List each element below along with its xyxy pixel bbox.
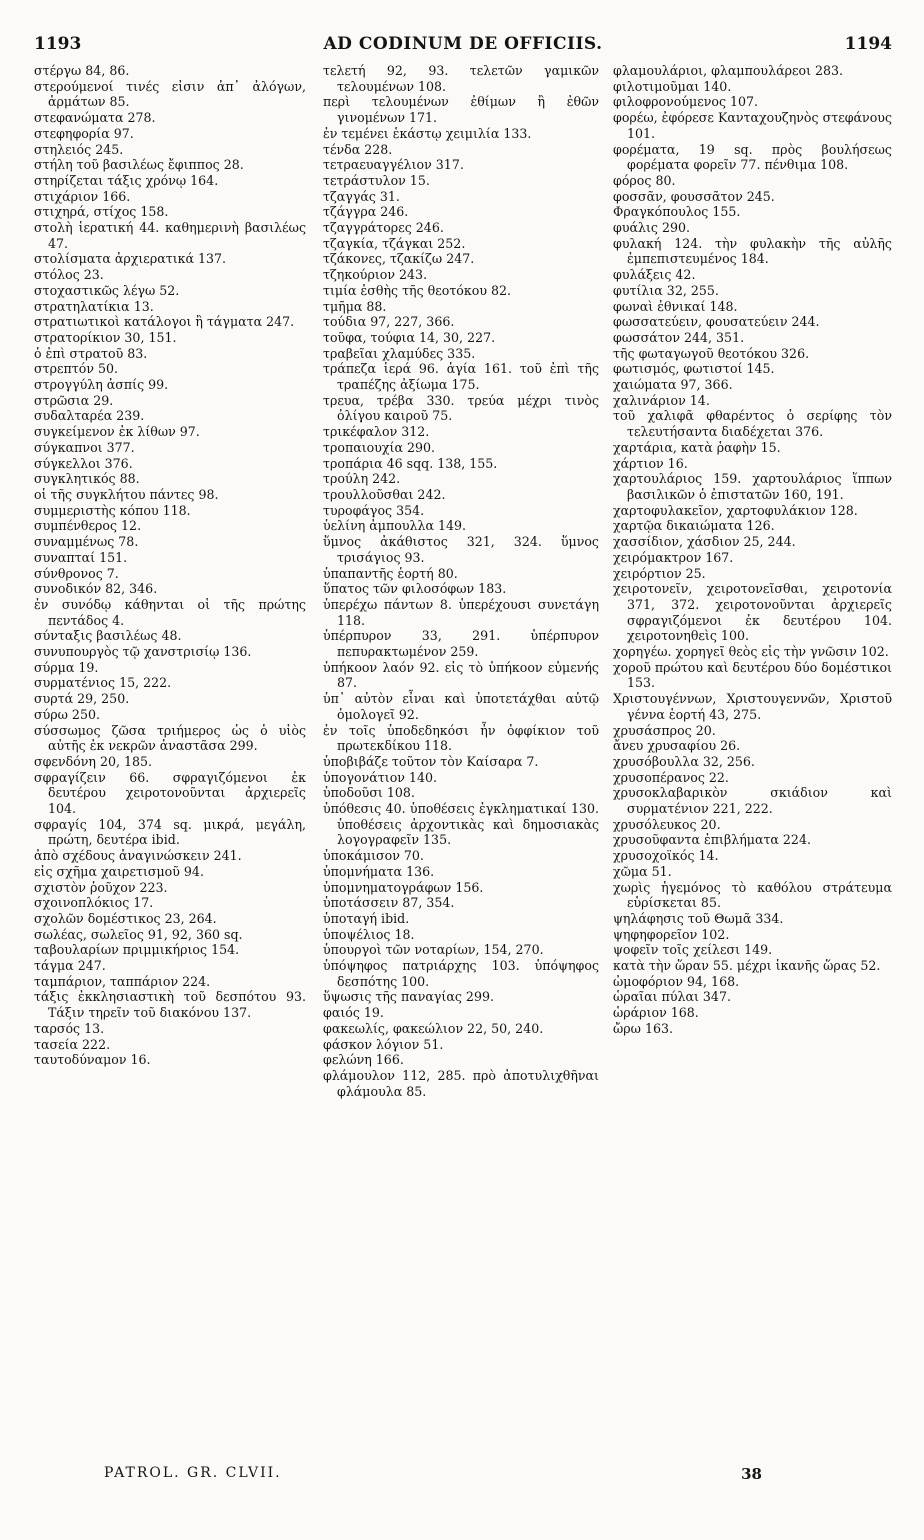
index-entry: τζάκονες, τζακίζω 247.: [323, 251, 475, 267]
index-entry: τετραευαγγέλιον 317.: [323, 157, 464, 173]
index-entry: οἱ τῆς συγκλήτου πάντες 98.: [34, 486, 219, 502]
index-entry: στρατιωτικοὶ κατάλογοι ἢ τάγματα 247.: [34, 314, 295, 330]
right-page-number: 1194: [844, 34, 892, 54]
index-entry: τρευα, τρέβα 330. τρεύα μέχρι τινὸς ὀλίγου καιροῦ 75.: [323, 392, 599, 424]
index-entry: εἰς σχῆμα χαιρετισμοῦ 94.: [34, 863, 204, 879]
index-entry: τζηκούριον 243.: [323, 267, 428, 283]
index-entry: στρατηλατίκια 13.: [34, 298, 154, 314]
index-entry: ὕψωσις τῆς παναγίας 299.: [323, 989, 494, 1005]
index-entry: ὑελίνη ἀμπουλλα 149.: [323, 518, 467, 534]
index-entry: σχιστὸν ῥοῦχον 223.: [34, 879, 168, 895]
index-entry: σωλέας, σωλεῖος 91, 92, 360 sq.: [34, 926, 243, 942]
index-entry: φλαμουλάριοι, φλαμπουλάρεοι 283.: [613, 63, 844, 78]
index-entry: συναμμένως 78.: [34, 534, 139, 550]
index-entry: τραβεῖαι χλαμύδες 335.: [323, 345, 476, 361]
index-entry: στεφανώματα 278.: [34, 110, 156, 126]
index-entry: φωτισμός, φωτιστοί 145.: [613, 361, 775, 377]
footer-signature: PATROL. GR. CLVII.: [104, 1465, 282, 1481]
index-entry: συρματένιος 15, 222.: [34, 675, 172, 691]
index-entry: χρυσάσπρος 20.: [613, 722, 716, 738]
index-entry: σφραγίς 104, 374 sq. μικρά, μεγάλη, πρώτη, δευτέρα ibid.: [34, 816, 306, 848]
index-entry: τράπεζα ἱερά 96. ἁγία 161. τοῦ ἐπὶ τῆς τραπέζης ἀξίωμα 175.: [323, 361, 599, 393]
index-entry: χορηγέω. χορηγεῖ θεὸς εἰς τὴν γνῶσιν 102.: [613, 644, 889, 660]
index-entry: ταμπάριον, ταππάριον 224.: [34, 973, 211, 989]
index-entry: φυλάξεις 42.: [613, 267, 696, 283]
index-entry: ὑπαπαντῆς ἑορτή 80.: [323, 565, 458, 581]
index-entry: φωναὶ ἐθνικαί 148.: [613, 298, 738, 314]
index-entry: ὑπ᾽ αὐτὸν εἶναι καὶ ὑποτετάχθαι αὐτῷ ὁμολογεῖ 92.: [323, 691, 599, 722]
index-entry: συναπταί 151.: [34, 549, 128, 565]
index-entry: τμῆμα 88.: [323, 298, 387, 314]
index-entry: τιμία ἐσθὴς τῆς θεοτόκου 82.: [323, 282, 512, 298]
index-entry: χαρτῷα δικαιώματα 126.: [613, 518, 775, 534]
index-entry: τρουλλοῦσθαι 242.: [323, 486, 446, 502]
index-entry: φελώνη 166.: [323, 1052, 404, 1068]
index-entry: φυτίλια 32, 255.: [613, 282, 719, 298]
index-entry: ταυτοδύναμον 16.: [34, 1052, 151, 1068]
index-entry: συγκείμενον ἐκ λίθων 97.: [34, 424, 200, 440]
index-entry: σύνταξις βασιλέως 48.: [34, 628, 182, 644]
index-entry: φορέω, ἐφόρεσε Κανταχουζηνὸς στεφάνους 101.: [613, 110, 892, 141]
index-entry: στιχάριον 166.: [34, 188, 131, 204]
index-entry: τασεία 222.: [34, 1036, 111, 1052]
index-entry: χρυσοκλαβαρικὸν σκιάδιον καὶ συρματένιον 221, 222.: [613, 785, 892, 817]
index-entry: τούδια 97, 227, 366.: [323, 314, 455, 330]
index-entry: τρικέφαλον 312.: [323, 424, 430, 440]
index-entry: ὑπουργοὶ τῶν νοταρίων, 154, 270.: [323, 942, 544, 958]
index-entry: τελετή 92, 93. τελετῶν γαμικῶν τελουμένων 108.: [323, 63, 599, 94]
index-entry: περὶ τελουμένων ἐθίμων ἢ ἐθῶν γινομένων 171.: [323, 94, 599, 126]
index-entry: τρούλη 242.: [323, 471, 401, 487]
index-column-1: [34, 63, 306, 1068]
index-entry: τάγμα 247.: [34, 958, 106, 974]
index-entry: ὑποβιβάζε τοῦτον τὸν Καίσαρα 7.: [323, 753, 539, 769]
index-column-2: [323, 63, 599, 1099]
index-entry: τοῦφα, τούφια 14, 30, 227.: [323, 329, 496, 345]
index-entry: στιχηρά, στίχος 158.: [34, 204, 169, 220]
index-entry: χρυσοπέρανος 22.: [613, 769, 729, 785]
page-header: [34, 34, 892, 56]
index-entry: ταβουλαρίων πριμμικήριος 154.: [34, 942, 240, 958]
index-entry: ὑπογονάτιον 140.: [323, 769, 437, 785]
index-entry: χαρτάρια, κατὰ ῥαφὴν 15.: [613, 439, 781, 455]
index-entry: συνοδικόν 82, 346.: [34, 581, 158, 597]
left-page-number: 1193: [34, 34, 82, 54]
index-entry: φωσσατεύειν, φουσατεύειν 244.: [613, 314, 820, 330]
index-entry: στεφηφορία 97.: [34, 125, 134, 141]
index-entry: ψηλάφησις τοῦ Θωμᾶ 334.: [613, 910, 784, 926]
index-entry: ἐν συνόδῳ κάθηνται οἱ τῆς πρώτης πεντάδος 4.: [34, 596, 306, 628]
index-entry: φάσκον λόγιον 51.: [323, 1036, 444, 1052]
index-entry: σύρω 250.: [34, 706, 100, 722]
index-entry: τυροφάγος 354.: [323, 502, 425, 518]
index-entry: ὕμνος ἀκάθιστος 321, 324. ὕμνος τρισάγιος 93.: [323, 534, 599, 565]
index-entry: χειρόρτιον 25.: [613, 565, 706, 581]
index-entry: Χριστουγέννων, Χριστουγεννῶν, Χριστοῦ γέννα ἑορτή 43, 275.: [613, 691, 892, 722]
index-entry: ὑπέρπυρον 33, 291. ὑπέρπυρον πεπυρακτωμένον 259.: [323, 628, 599, 660]
index-entry: Φραγκόπουλος 155.: [613, 204, 741, 220]
index-entry: φόρος 80.: [613, 172, 676, 188]
index-entry: συρτά 29, 250.: [34, 691, 130, 707]
index-entry: φυλακή 124. τὴν φυλακὴν τῆς αὐλῆς ἐμπεπιστευμένος 184.: [613, 235, 892, 267]
index-entry: τζαγκία, τζάγκαι 252.: [323, 235, 466, 251]
index-entry: ὠμοφόριον 94, 168.: [613, 973, 740, 989]
index-entry: χειροτονεῖν, χειροτονεῖσθαι, χειροτονία 371, 372. χειροτονοῦνται ἀρχιερεῖς σφραγιζόμενοι ἐκ δευτέρου 104. χειροτονηθεὶς 100.: [613, 581, 892, 644]
index-entry: χαιώματα 97, 366.: [613, 377, 733, 393]
index-entry: τροπαιουχία 290.: [323, 439, 436, 455]
index-entry: φιλοφρονούμενος 107.: [613, 94, 759, 110]
index-entry: ψηφηφορεῖον 102.: [613, 926, 730, 942]
index-entry: στόλος 23.: [34, 267, 104, 283]
running-title: AD CODINUM DE OFFICIIS.: [323, 34, 603, 54]
index-entry: χαρτοφυλακεῖον, χαρτοφυλάκιον 128.: [613, 502, 858, 518]
index-entry: ὤρω 163.: [613, 1020, 673, 1036]
index-entry: χωρὶς ἡγεμόνος τὸ καθόλου στράτευμα εὑρίσκεται 85.: [613, 879, 892, 911]
index-entry: στήλη τοῦ βασιλέως ἔφιππος 28.: [34, 157, 244, 173]
index-entry: τάξις ἐκκλησιαστικὴ τοῦ δεσπότου 93. Τάξιν τηρεῖν τοῦ διακόνου 137.: [34, 989, 306, 1021]
index-entry: ταρσός 13.: [34, 1020, 105, 1036]
index-entry: ὑποταγή ibid.: [323, 910, 410, 926]
index-entry: στολίσματα ἀρχιερατικά 137.: [34, 251, 227, 267]
index-entry: σύρμα 19.: [34, 659, 99, 675]
index-entry: στρατορίκιον 30, 151.: [34, 329, 177, 345]
index-entry: ὑπομνηματογράφων 156.: [323, 879, 484, 895]
index-entry: τετράστυλον 15.: [323, 172, 430, 188]
index-entry: ἄνευ χρυσαφίου 26.: [613, 738, 741, 754]
index-entry: ὑποκάμισον 70.: [323, 848, 424, 864]
index-entry: συγκλητικός 88.: [34, 471, 140, 487]
index-entry: ὑποτάσσειν 87, 354.: [323, 895, 455, 911]
index-entry: ὑποδοῦσι 108.: [323, 785, 415, 801]
index-entry: ὑπόψηφος πατριάρχης 103. ὑπόψηφος δεσπότης 100.: [323, 958, 599, 989]
index-entry: χρυσοχοϊκός 14.: [613, 848, 719, 864]
index-entry: ὁ ἐπὶ στρατοῦ 83.: [34, 345, 148, 361]
index-entry: ὑπερέχω πάντων 8. ὑπερέχουσι συνετάγη 118.: [323, 596, 599, 628]
index-entry: σύσσωμος ζῶσα τριήμερος ὡς ὁ υἱὸς αὐτῆς ἐκ νεκρῶν ἀναστᾶσα 299.: [34, 722, 306, 754]
index-entry: ὑποψέλιος 18.: [323, 926, 415, 942]
index-entry: φιλοτιμοῦμαι 140.: [613, 78, 732, 94]
index-entry: στηλειός 245.: [34, 141, 124, 157]
index-entry: φακεωλίς, φακεώλιον 22, 50, 240.: [323, 1020, 544, 1036]
index-entry: ὑπομνήματα 136.: [323, 863, 435, 879]
index-entry: ὡραῖαι πύλαι 347.: [613, 989, 731, 1005]
index-entry: κατὰ τὴν ὥραν 55. μέχρι ἱκανῆς ὥρας 52.: [613, 958, 881, 974]
index-entry: ὑπόθεσις 40. ὑποθέσεις ἐγκληματικαί 130. ὑποθέσεις ἀρχοντικὰς καὶ δημοσιακὰς λογογραφεῖν 135.: [323, 801, 599, 848]
index-entry: τοῦ χαλιφᾶ φθαρέντος ὁ σερίφης τὸν τελευτήσαντα διαδέχεται 376.: [613, 408, 892, 440]
index-entry: φαιός 19.: [323, 1005, 384, 1021]
index-entry: ἀπὸ σχέδους ἀναγινώσκειν 241.: [34, 848, 242, 864]
footer-sheet-number: 38: [741, 1465, 762, 1483]
index-entry: τζαγγράτορες 246.: [323, 220, 444, 236]
index-entry: χαλινάριον 14.: [613, 392, 710, 408]
index-entry: συδαλταρέα 239.: [34, 408, 145, 424]
index-entry: σχοινοπλόκιος 17.: [34, 895, 154, 911]
index-entry: χάρτιον 16.: [613, 455, 688, 471]
index-entry: στολὴ ἱερατική 44. καθημερινὴ βασιλέως 47.: [34, 220, 306, 251]
index-entry: στρογγύλη ἀσπίς 99.: [34, 377, 169, 393]
index-entry: στοχαστικῶς λέγω 52.: [34, 282, 180, 298]
index-entry: σύγκελλοι 376.: [34, 455, 133, 471]
index-entry: φορέματα, 19 sq. πρὸς βουλήσεως φορέματα φορεῖν 77. πένθιμα 108.: [613, 141, 892, 173]
index-entry: στρῶσια 29.: [34, 392, 114, 408]
index-entry: στρεπτόν 50.: [34, 361, 119, 377]
index-entry: ἐν τεμένει ἑκάστῳ χειμιλία 133.: [323, 125, 532, 141]
index-entry: χασσίδιον, χάσδιον 25, 244.: [613, 534, 796, 550]
index-entry: φυάλις 290.: [613, 220, 690, 236]
index-entry: σφενδόνη 20, 185.: [34, 753, 153, 769]
index-entry: ὕπατος τῶν φιλοσόφων 183.: [323, 581, 507, 597]
index-entry: ὑπήκοον λαόν 92. εἰς τὸ ὑπήκοον εὐμενής 87.: [323, 659, 599, 691]
index-entry: χρυσόβουλλα 32, 256.: [613, 753, 755, 769]
index-column-3: [613, 63, 892, 1037]
index-entry: στέργω 84, 86.: [34, 63, 130, 78]
index-entry: τζάγγρα 246.: [323, 204, 409, 220]
index-columns: [34, 63, 892, 1393]
index-entry: συνυπουργὸς τῷ χανστρισίῳ 136.: [34, 644, 252, 660]
index-entry: φοσσᾶν, φουσσᾶτον 245.: [613, 188, 775, 204]
index-entry: χαρτουλάριος 159. χαρτουλάριος ἵππων βασιλικῶν ὁ ἐπιστατῶν 160, 191.: [613, 471, 892, 502]
index-entry: χρυσόλευκος 20.: [613, 816, 721, 832]
index-entry: τῆς φωταγωγοῦ θεοτόκου 326.: [613, 345, 810, 361]
index-entry: ψοφεῖν τοῖς χείλεσι 149.: [613, 942, 773, 958]
index-entry: στερούμενοί τινές εἰσιν ἀπ᾽ ἀλόγων, ἁρμάτων 85.: [34, 78, 306, 110]
index-entry: χῶμα 51.: [613, 863, 672, 879]
index-entry: τζαγγάς 31.: [323, 188, 400, 204]
index-entry: ὡράριον 168.: [613, 1005, 699, 1021]
index-entry: χρυσοῦφαντα ἐπιβλήματα 224.: [613, 832, 811, 848]
index-entry: φωσσάτον 244, 351.: [613, 329, 745, 345]
index-entry: χοροῦ πρώτου καὶ δευτέρου δύο δομέστικοι 153.: [613, 659, 892, 691]
index-entry: σύνθρονος 7.: [34, 565, 119, 581]
index-entry: σχολῶν δομέστικος 23, 264.: [34, 910, 217, 926]
page-footer: [34, 1465, 892, 1489]
index-entry: φλάμουλον 112, 285. πρὸ ἀποτυλιχθῆναι φλάμουλα 85.: [323, 1068, 599, 1099]
index-entry: χειρόμακτρον 167.: [613, 549, 734, 565]
index-entry: σύγκαπνοι 377.: [34, 439, 135, 455]
index-entry: ἐν τοῖς ὑποδεδηκόσι ἦν ὀφφίκιον τοῦ πρωτεκδίκου 118.: [323, 722, 599, 754]
index-entry: συμπένθερος 12.: [34, 518, 142, 534]
index-entry: τροπάρια 46 sqq. 138, 155.: [323, 455, 498, 471]
index-entry: στηρίζεται τάξις χρόνῳ 164.: [34, 172, 219, 188]
index-entry: συμμεριστὴς κόπου 118.: [34, 502, 191, 518]
index-entry: σφραγίζειν 66. σφραγιζόμενοι ἐκ δευτέρου χειροτονοῦνται ἀρχιερεῖς 104.: [34, 769, 306, 817]
index-entry: τένδα 228.: [323, 141, 393, 157]
